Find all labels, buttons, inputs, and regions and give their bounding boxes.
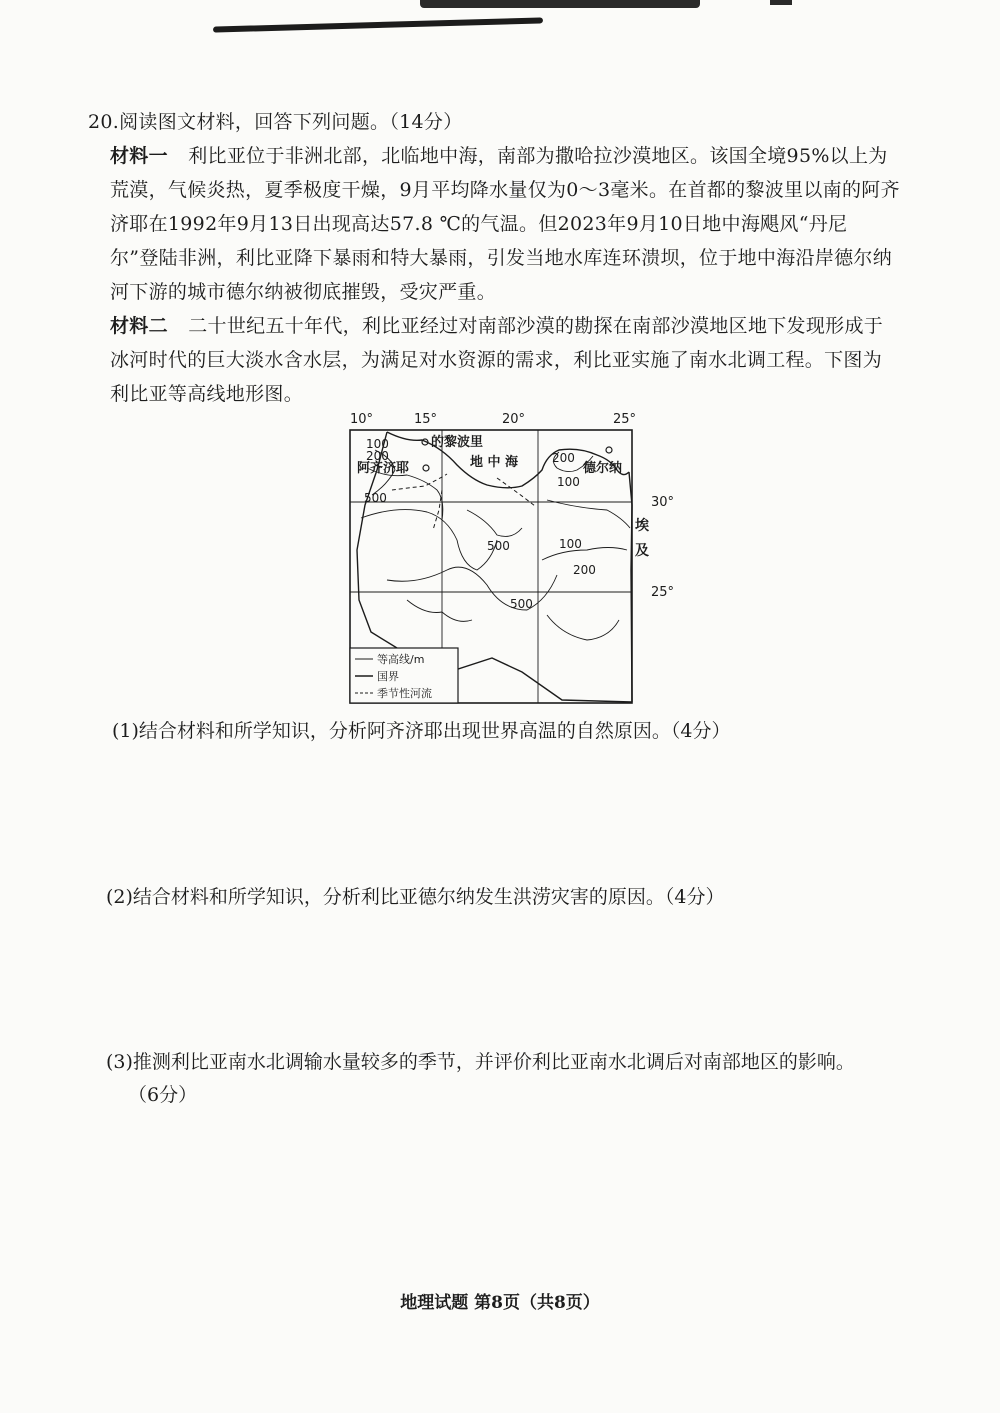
lat-label-25: 25° [651,585,675,600]
sub-question-2: (2)结合材料和所学知识，分析利比亚德尔纳发生洪涝灾害的原因。（4分） [106,886,725,908]
derna-label: 德尔纳 [583,461,623,476]
sub-question-3-score: （6分） [128,1084,198,1106]
sub-question-1: (1)结合材料和所学知识，分析阿齐济耶出现世界高温的自然原因。（4分） [112,720,731,742]
contour-line [542,548,627,561]
contour-line [467,510,522,536]
material2-label: 材料二 [110,315,168,337]
egypt-label-2: 及 [635,543,649,559]
legend-river-label: 季节性河流 [377,687,432,700]
material2-line-1: 材料二 二十世纪五十年代，利比亚经过对南部沙漠的勘探在南部沙漠地区地下发现形成于 [110,315,884,337]
material1-line-2: 荒漠，气候炎热，夏季极度干燥，9月平均降水量仅为0～3毫米。在首都的黎波里以南的阿齐 [110,179,900,201]
legend-border-label: 国界 [377,670,399,683]
sub-question-3: (3)推测利比亚南水北调输水量较多的季节，并评价利比亚南水北调后对南部地区的影响。 [106,1051,855,1073]
derna-marker [606,447,612,453]
aziziya-marker [423,465,429,471]
lon-label-20: 20° [502,412,526,427]
egypt-label-1: 埃 [635,518,649,534]
contour-label: 500 [487,539,510,553]
material1-line-1: 材料一 利比亚位于非洲北部，北临地中海，南部为撒哈拉沙漠地区。该国全境95%以上为 [110,145,888,167]
tripoli-label: 的黎波里 [431,435,484,450]
scan-smudge [420,0,700,8]
question-title: 20.阅读图文材料，回答下列问题。（14分） [88,111,463,133]
contour-label: 100 [559,537,582,551]
border-east [629,472,632,702]
contour-line [361,510,497,570]
contour-label: 200 [366,449,389,463]
contour-line [547,500,630,528]
page-footer: 地理试题 第8页（共8页） [400,1293,600,1313]
lat-label-30: 30° [651,495,675,510]
lon-label-15: 15° [414,412,438,427]
material1-line-3: 济耶在1992年9月13日出现高达57.8 ℃的气温。但2023年9月10日地中海飓风“丹尼 [110,213,848,235]
material2-line-2: 冰河时代的巨大淡水含水层，为满足对水资源的需求，利比亚实施了南水北调工程。下图为 [110,349,883,371]
material2-line-3: 利比亚等高线地形图。 [110,383,304,405]
material1-line-5: 河下游的城市德尔纳被彻底摧毁，受灾严重。 [110,281,497,303]
contour-label: 500 [364,491,387,505]
contour-line [547,615,619,640]
aziziya-label: 阿齐济耶 [357,461,410,476]
mediterranean-label: 地 中 海 [470,455,519,470]
libya-contour-map [347,410,675,710]
contour-label: 500 [510,597,533,611]
contour-label: 100 [557,475,580,489]
contour-label: 200 [573,563,596,577]
material1-label: 材料一 [110,145,168,167]
material1-line-4: 尔”登陆非洲，利比亚降下暴雨和特大暴雨，引发当地水库连环溃坝，位于地中海沿岸德尔纳 [110,247,893,269]
seasonal-river [392,474,447,490]
contour-line [407,600,472,621]
legend-contour-label: 等高线/m [377,653,425,666]
contour-label: 100 [366,437,389,451]
contour-label: 200 [552,451,575,465]
lon-label-25: 25° [613,412,637,427]
lon-label-10: 10° [350,412,374,427]
scan-smudge [213,17,543,32]
scan-smudge [770,0,792,5]
